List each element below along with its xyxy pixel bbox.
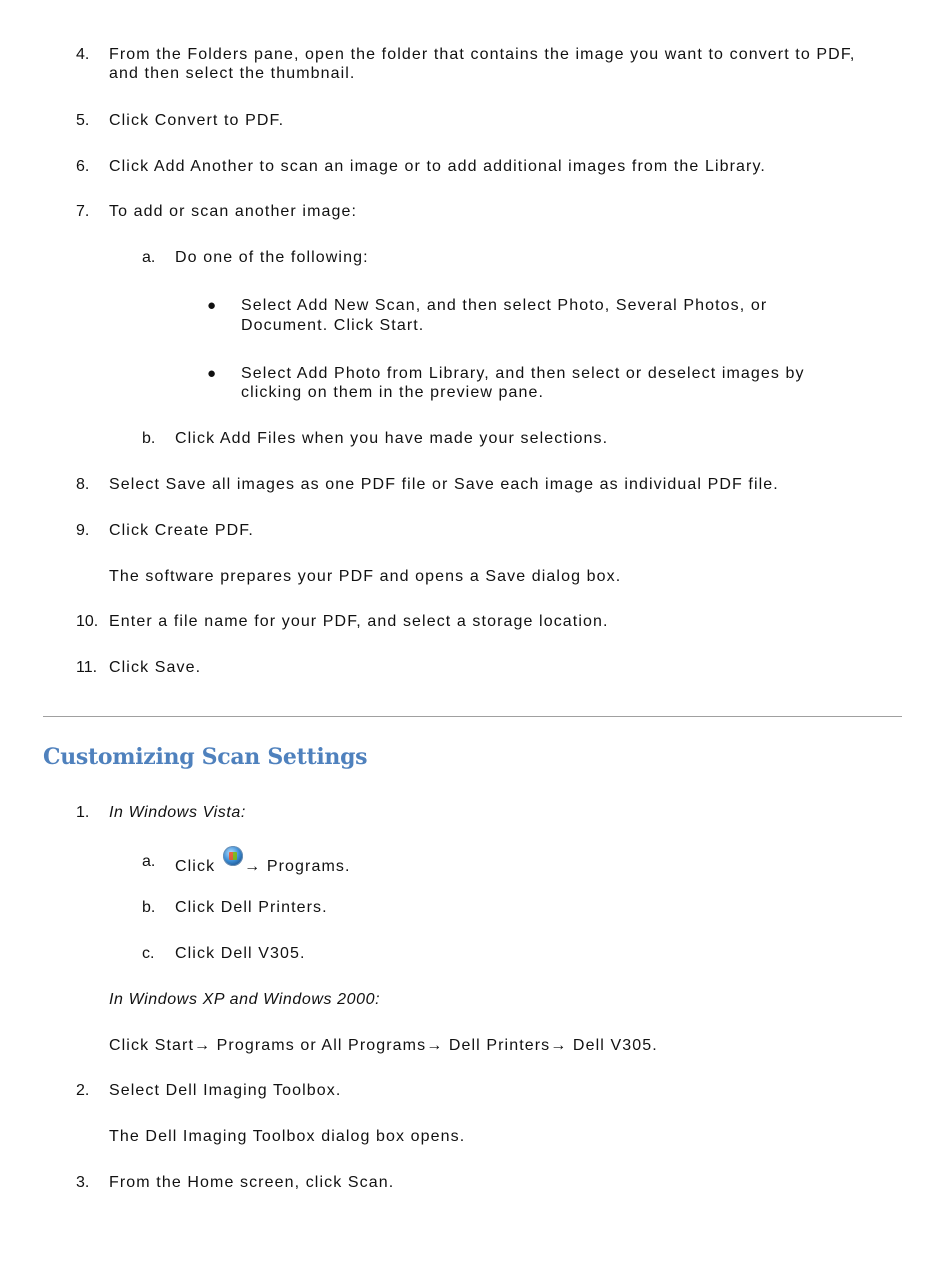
- step-text: Click Create PDF.: [109, 522, 254, 539]
- click-text: Click: [175, 858, 216, 875]
- step-number: 3.: [76, 1174, 90, 1191]
- bullet-text: clicking on them in the preview pane.: [241, 384, 545, 401]
- bullet-text: Select Add New Scan, and then select Photo, Several Photos, or: [241, 297, 768, 314]
- step-text: Click Save.: [109, 659, 202, 676]
- step-text: Click Add Another to scan an image or to add additional images from the Library.: [109, 158, 766, 175]
- step-text: Select Dell Imaging Toolbox.: [109, 1082, 342, 1099]
- step-text: From the Home screen, click Scan.: [109, 1174, 395, 1191]
- step-text: and then select the thumbnail.: [109, 65, 356, 82]
- step-text: To add or scan another image:: [109, 203, 358, 220]
- programs-text: → Programs.: [244, 858, 351, 875]
- step-text: Select Save all images as one PDF file or Save each image as individual PDF file.: [109, 476, 779, 493]
- step-text: Enter a file name for your PDF, and select a storage location.: [109, 613, 609, 630]
- step-number: 7.: [76, 203, 90, 220]
- sub-item-label: c.: [142, 945, 155, 962]
- sub-item-text: Click Dell Printers.: [175, 899, 328, 916]
- bullet-text: Select Add Photo from Library, and then select or deselect images by: [241, 365, 805, 382]
- sub-item-label: a.: [142, 249, 156, 266]
- step-number: 11.: [76, 659, 98, 676]
- sub-item-label: a.: [142, 853, 156, 870]
- step-number: 8.: [76, 476, 90, 493]
- sub-item-text: Click Dell V305.: [175, 945, 306, 962]
- step-number: 1.: [76, 804, 90, 821]
- windows-start-orb-icon: [223, 846, 243, 866]
- sub-item-text: Click Add Files when you have made your selections.: [175, 430, 609, 447]
- step-text: Click Convert to PDF.: [109, 112, 285, 129]
- section-divider: [43, 716, 902, 717]
- bullet-dot: ●: [207, 297, 217, 314]
- sub-item-text: Do one of the following:: [175, 249, 369, 266]
- step-number: 2.: [76, 1082, 90, 1099]
- note-text: The software prepares your PDF and opens a Save dialog box.: [109, 568, 622, 585]
- bullet-dot: ●: [207, 365, 217, 382]
- xp-instructions-text: Click Start→ Programs or All Programs→ Dell Printers→ Dell V305.: [109, 1037, 658, 1054]
- step-text: In Windows Vista:: [109, 804, 246, 821]
- section-title: Customizing Scan Settings: [43, 744, 368, 770]
- sub-item-text: [175, 852, 351, 876]
- step-number: 6.: [76, 158, 90, 175]
- step-number: 4.: [76, 46, 90, 63]
- sub-item-label: b.: [142, 899, 156, 916]
- xp-heading-text: In Windows XP and Windows 2000:: [109, 991, 381, 1008]
- sub-item-label: b.: [142, 430, 156, 447]
- note-text: The Dell Imaging Toolbox dialog box opens.: [109, 1128, 466, 1145]
- bullet-text: Document. Click Start.: [241, 317, 425, 334]
- step-text: From the Folders pane, open the folder that contains the image you want to convert to PDF,: [109, 46, 856, 63]
- step-number: 5.: [76, 112, 90, 129]
- step-number: 10.: [76, 613, 99, 630]
- step-number: 9.: [76, 522, 90, 539]
